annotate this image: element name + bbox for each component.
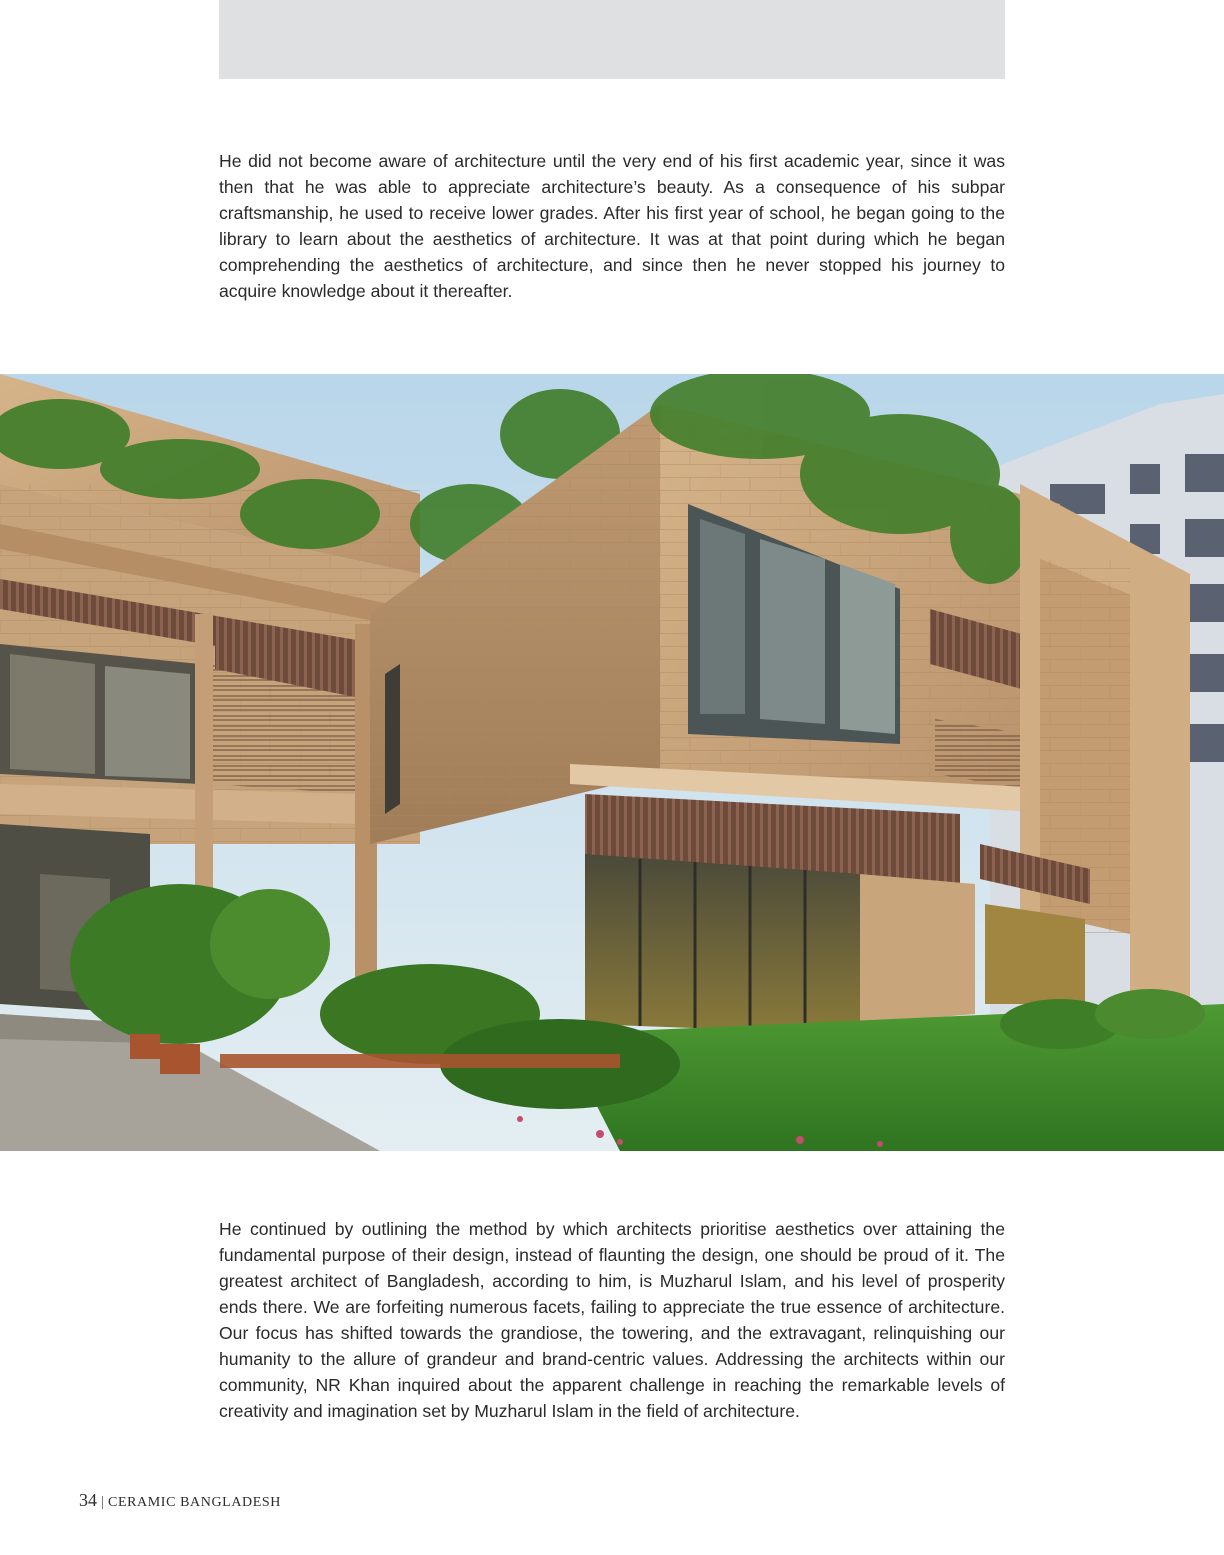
page-footer (79, 1490, 281, 1511)
top-gray-block (219, 0, 1005, 79)
footer-separator: | (101, 1494, 105, 1510)
building-photo (0, 374, 1224, 1151)
page-number: 34 (79, 1490, 97, 1510)
publication-name: CERAMIC BANGLADESH (108, 1495, 281, 1510)
body-paragraph-1: He did not become aware of architecture until the very end of his first academic year, since it was then that he was able to appreciate architecture’s beauty. As a consequence of his subpar craftsmanship, he used to receive lower grades. After his first year of school, he began going to the library to learn about the aesthetics of architecture. It was at that point during which he began comprehending the aesthetics of architecture, and since then he never stopped his journey to acquire knowledge about it thereafter. (219, 151, 1005, 301)
body-paragraph-2: He continued by outlining the method by which architects prioritise aesthetics over attaining the fundamental purpose of their design, instead of flaunting the design, one should be proud of it. The greatest architect of Bangladesh, according to him, is Muzharul Islam, and his level of prosperity ends there. We are forfeiting numerous facets, failing to appreciate the true essence of architecture. Our focus has shifted towards the grandiose, the towering, and the extravagant, relinquishing our humanity to the allure of grandeur and brand-centric values. Addressing the architects within our community, NR Khan inquired about the apparent challenge in reaching the remarkable levels of creativity and imagination set by Muzharul Islam in the field of architecture. (219, 1219, 1005, 1421)
